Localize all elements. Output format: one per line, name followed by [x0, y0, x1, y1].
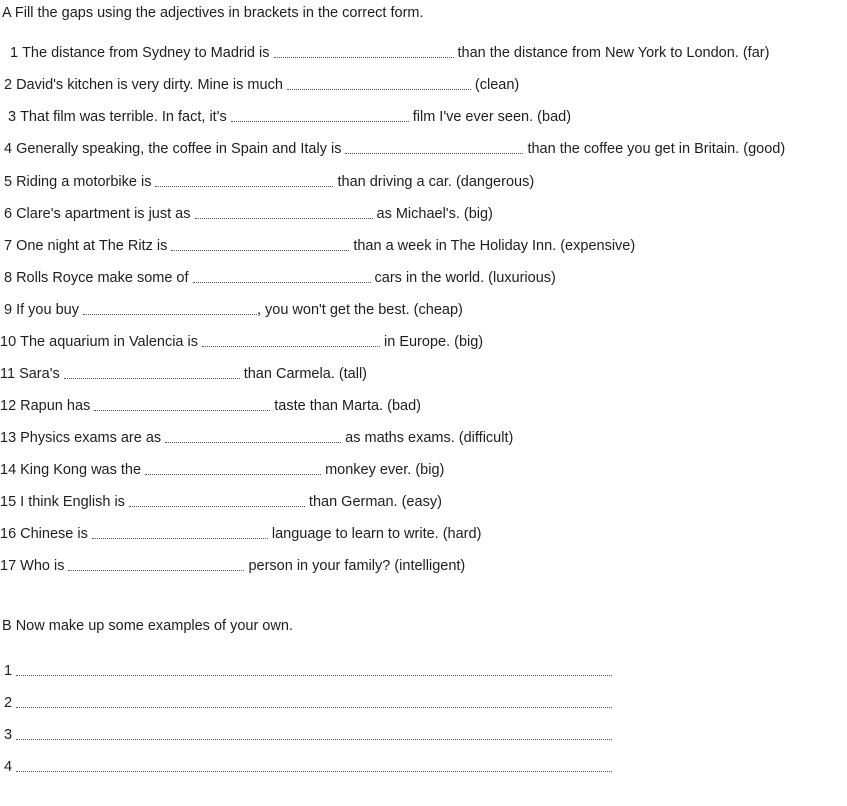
item-text-before: Rolls Royce make some of [16, 270, 189, 286]
item-text-before: The aquarium in Valencia is [20, 334, 198, 350]
answer-gap[interactable] [193, 270, 371, 283]
item-text-after: than a week in The Holiday Inn. (expensive) [353, 238, 636, 254]
item-text-after: than the coffee you get in Britain. (good) [527, 141, 786, 157]
item-number: 6 [4, 206, 13, 222]
item-text-after: , you won't get the best. (cheap) [256, 302, 463, 318]
own-example-number: 2 [4, 695, 13, 711]
exercise-item-17 [0, 557, 465, 574]
item-text-after: than driving a car. (dangerous) [337, 174, 535, 190]
exercise-item-8 [4, 269, 556, 286]
answer-gap[interactable] [155, 174, 333, 187]
own-example-number: 1 [4, 663, 13, 679]
own-example-3 [4, 726, 612, 743]
item-number: 4 [4, 141, 13, 157]
answer-gap[interactable] [287, 77, 471, 90]
section-a-heading: A Fill the gaps using the adjectives in brackets in the correct form. [2, 5, 424, 21]
item-number: 10 [0, 334, 17, 350]
item-text-before: Clare's apartment is just as [16, 206, 191, 222]
item-text-before: Sara's [19, 366, 60, 382]
item-number: 9 [4, 302, 13, 318]
section-b-heading: B Now make up some examples of your own. [2, 618, 293, 634]
item-number: 16 [0, 526, 17, 542]
item-text-after: language to learn to write. (hard) [271, 526, 482, 542]
item-number: 5 [4, 174, 13, 190]
answer-gap[interactable] [165, 430, 341, 443]
exercise-item-3 [8, 108, 571, 125]
answer-gap[interactable] [145, 462, 321, 475]
item-text-after: (clean) [474, 77, 520, 93]
item-number: 2 [4, 77, 13, 93]
exercise-item-10 [0, 333, 483, 350]
item-text-after: as Michael's. (big) [376, 206, 493, 222]
exercise-item-6 [4, 205, 493, 222]
own-example-number: 4 [4, 759, 13, 775]
exercise-item-14 [0, 461, 444, 478]
exercise-item-7 [4, 237, 635, 254]
answer-gap[interactable] [83, 302, 257, 315]
item-text-after: in Europe. (big) [384, 334, 484, 350]
item-text-before: Chinese is [20, 526, 88, 542]
item-text-after: than German. (easy) [308, 494, 442, 510]
item-text-before: Physics exams are as [20, 430, 162, 446]
own-example-number: 3 [4, 727, 13, 743]
exercise-item-5 [4, 173, 534, 190]
answer-gap[interactable] [202, 334, 380, 347]
item-text-before: Generally speaking, the coffee in Spain and Italy is [16, 141, 342, 157]
item-text-before: Rapun has [20, 398, 91, 414]
own-example-gap[interactable] [16, 759, 612, 772]
item-number: 14 [0, 462, 17, 478]
item-text-before: The distance from Sydney to Madrid is [22, 45, 270, 61]
item-text-after: than the distance from New York to London. (far) [457, 45, 770, 61]
item-text-after: taste than Marta. (bad) [274, 398, 421, 414]
answer-gap[interactable] [92, 526, 268, 539]
item-number: 13 [0, 430, 17, 446]
item-number: 12 [0, 398, 17, 414]
item-text-after: film I've ever seen. (bad) [412, 109, 572, 125]
exercise-item-13 [0, 429, 513, 446]
own-example-gap[interactable] [16, 663, 612, 676]
exercise-item-15 [0, 493, 442, 510]
exercise-item-2 [4, 76, 519, 93]
item-text-before: King Kong was the [20, 462, 142, 478]
exercise-item-11 [0, 365, 367, 382]
answer-gap[interactable] [68, 558, 244, 571]
item-text-after: monkey ever. (big) [325, 462, 445, 478]
item-text-before: One night at The Ritz is [16, 238, 168, 254]
answer-gap[interactable] [274, 45, 454, 58]
item-text-after: person in your family? (intelligent) [248, 558, 466, 574]
own-example-gap[interactable] [16, 695, 612, 708]
exercise-item-1 [10, 44, 769, 61]
own-example-4 [4, 758, 612, 775]
answer-gap[interactable] [171, 238, 349, 251]
item-text-before: Who is [20, 558, 65, 574]
own-example-1 [4, 662, 612, 679]
own-example-gap[interactable] [16, 727, 612, 740]
answer-gap[interactable] [94, 398, 270, 411]
item-text-before: David's kitchen is very dirty. Mine is much [16, 77, 283, 93]
answer-gap[interactable] [129, 494, 305, 507]
item-text-before: I think English is [20, 494, 125, 510]
item-number: 7 [4, 238, 13, 254]
item-text-before: That film was terrible. In fact, it's [20, 109, 227, 125]
answer-gap[interactable] [231, 109, 409, 122]
item-text-after: as maths exams. (difficult) [345, 430, 514, 446]
item-number: 8 [4, 270, 13, 286]
answer-gap[interactable] [64, 366, 240, 379]
exercise-item-16 [0, 525, 481, 542]
item-number: 11 [0, 366, 16, 382]
item-text-after: than Carmela. (tall) [243, 366, 368, 382]
exercise-item-12 [0, 397, 421, 414]
item-text-after: cars in the world. (luxurious) [374, 270, 556, 286]
own-example-2 [4, 694, 612, 711]
answer-gap[interactable] [345, 141, 523, 154]
item-number: 17 [0, 558, 17, 574]
item-text-before: If you buy [16, 302, 79, 318]
item-number: 3 [8, 109, 17, 125]
item-text-before: Riding a motorbike is [16, 174, 152, 190]
item-number: 15 [0, 494, 17, 510]
answer-gap[interactable] [195, 206, 373, 219]
item-number: 1 [10, 45, 19, 61]
exercise-item-4 [4, 140, 785, 157]
exercise-item-9 [4, 301, 463, 318]
